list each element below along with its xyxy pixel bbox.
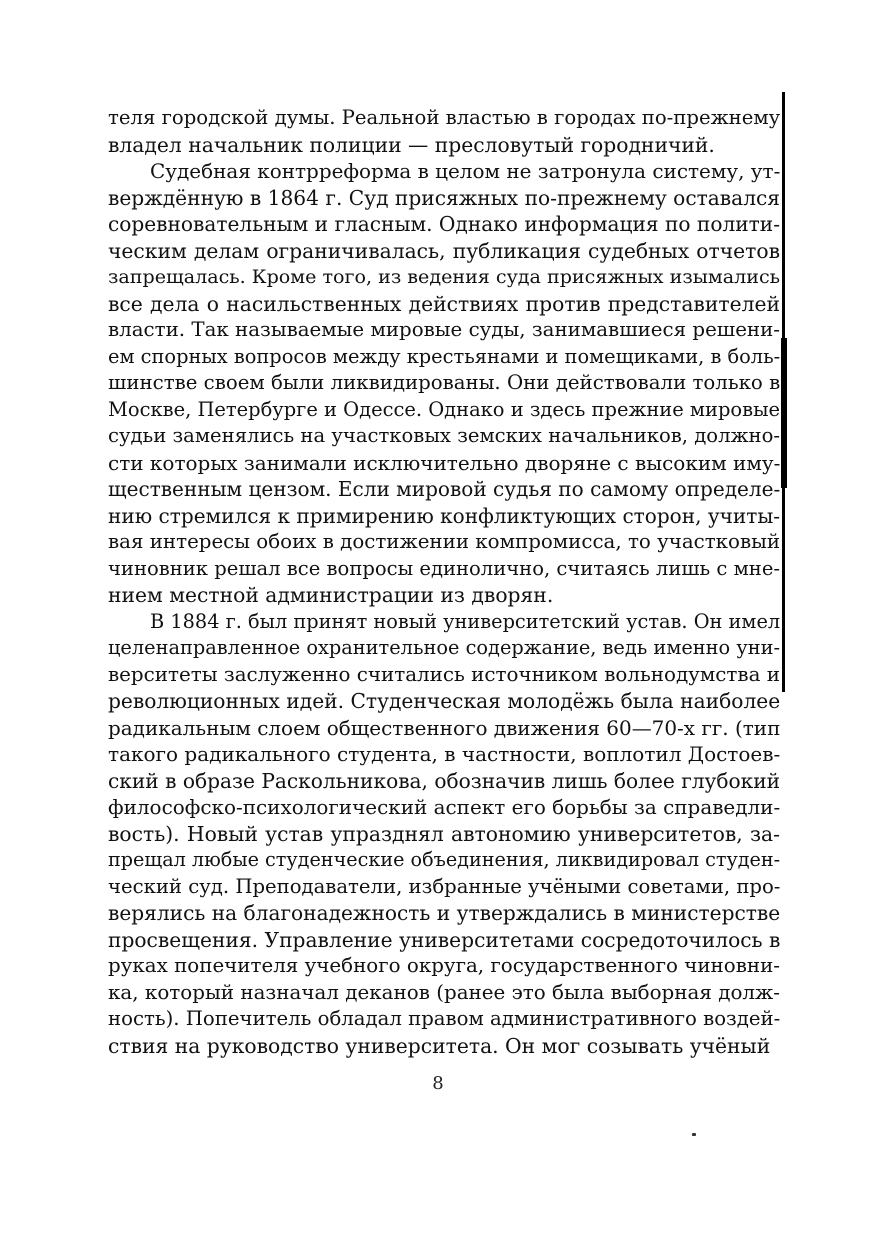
text-line: верситеты заслуженно считались источником вольнодумства и xyxy=(108,662,780,686)
text-line: верждённую в 1864 г. Суд присяжных по-прежнему оставался xyxy=(108,185,781,210)
text-line: ем спорных вопросов между крестьянами и помещиками, в боль- xyxy=(108,344,781,368)
text-line: щественным цензом. Если мировой судья по самому определе- xyxy=(108,477,781,501)
text-line: радикальным слоем общественного движения 60—70-х гг. (тип xyxy=(108,715,781,740)
text-line: целенаправленное охранительное содержание, ведь именно уни- xyxy=(108,636,781,659)
text-line: Москве, Петербурге и Одессе. Однако и здесь прежние мировые xyxy=(108,397,781,421)
text-line: ка, который назначал деканов (ранее это была выборная долж- xyxy=(108,980,780,1004)
text-line: просвещения. Управление университетами сосредоточилось в xyxy=(108,927,781,952)
text-line: вость). Новый устав упразднял автономию университетов, за- xyxy=(108,821,780,846)
paragraph xyxy=(108,105,780,158)
text-line: чиновник решал все вопросы единолично, считаясь лишь с мне- xyxy=(108,556,780,580)
text-line: запрещалась. Кроме того, из ведения суда присяжных изымались xyxy=(108,265,781,288)
scan-edge-shadow xyxy=(781,338,787,488)
text-line: ность). Попечитель обладал правом административного воздей- xyxy=(108,1007,781,1030)
text-line: нием местной администрации из дворян. xyxy=(108,583,554,607)
page-number: 8 xyxy=(432,1073,444,1094)
text-line: судьи заменялись на участковых земских начальников, должно- xyxy=(108,424,780,447)
text-line: Судебная контрреформа в целом не затронула систему, ут- xyxy=(150,159,781,183)
text-line: революционных идей. Студенческая молодёжь была наиболее xyxy=(108,689,781,713)
text-line: руках попечителя учебного округа, государственного чиновни- xyxy=(108,954,780,977)
text-line: прещал любые студенческие объединения, ликвидировал студен- xyxy=(108,848,781,871)
text-line: теля городской думы. Реальной властью в городах по-прежнему xyxy=(108,106,781,129)
text-line: такого радикального студента, в частности, воплотил Достоев- xyxy=(108,742,781,766)
text-line: сти которых занимали исключительно дворяне с высоким иму- xyxy=(108,450,781,475)
text-line: власти. Так называемые мировые суды, занимавшиеся решени- xyxy=(108,318,780,341)
text-line: нию стремился к примирению конфликтующих сторон, учиты- xyxy=(108,503,781,528)
paragraph xyxy=(108,609,780,1060)
text-line: все дела о насильственных действиях против представителей xyxy=(108,291,780,316)
paragraph xyxy=(108,158,780,609)
text-line: ческий суд. Преподаватели, избранные учёными советами, про- xyxy=(108,874,781,898)
text-line: ческим делам ограничивалась, публикация судебных отчетов xyxy=(108,238,780,263)
text-line: владел начальник полиции — пресловутый городничий. xyxy=(108,132,715,157)
text-line: верялись на благонадежность и утверждались в министерстве xyxy=(108,901,781,925)
text-line: шинстве своем были ликвидированы. Они действовали только в xyxy=(108,371,781,394)
text-line: ский в образе Раскольникова, обозначив лишь более глубокий xyxy=(108,768,781,793)
text-line: В 1884 г. был принят новый университетский устав. Он имел xyxy=(150,609,781,633)
text-line: соревновательным и гласным. Однако информация по полити- xyxy=(108,212,780,236)
text-line: философско-психологический аспект его борьбы за справедли- xyxy=(108,795,781,819)
text-line: вая интересы обоих в достижении компромисса, то участковый xyxy=(108,530,781,553)
body-text xyxy=(108,105,780,1059)
text-line: ствия на руководство университета. Он мог созывать учёный xyxy=(108,1033,771,1058)
scan-speck xyxy=(692,1133,696,1136)
